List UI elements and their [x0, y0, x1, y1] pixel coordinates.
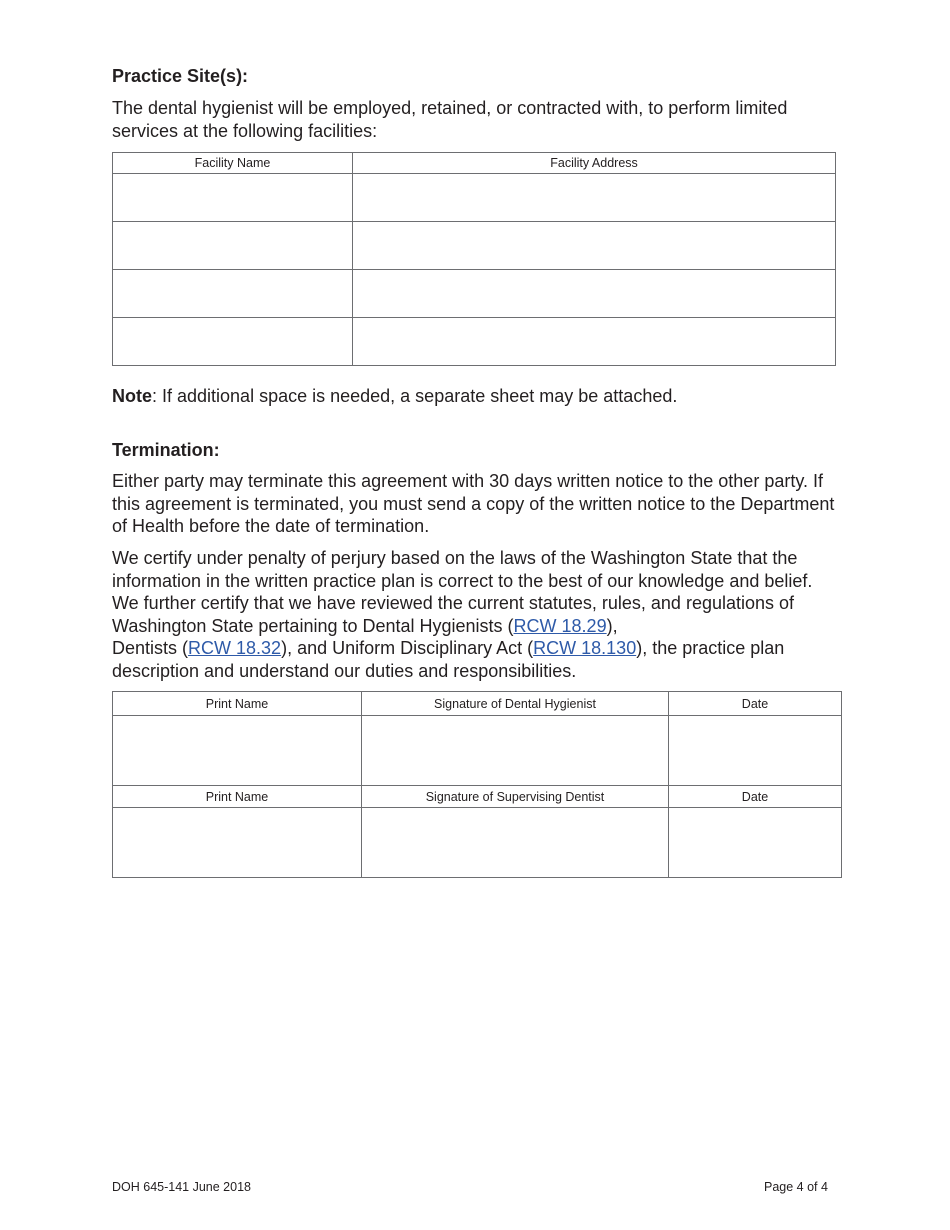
table-row — [113, 174, 836, 222]
page-number: Page 4 of 4 — [764, 1180, 828, 1194]
facility-table — [112, 152, 836, 366]
date-header: Date — [669, 692, 842, 716]
dentist-header-row — [113, 786, 842, 808]
hygienist-date-field[interactable] — [669, 716, 842, 786]
practice-sites-intro: The dental hygienist will be employed, retained, or contracted with, to perform limited services at the following facilities: — [112, 98, 788, 141]
certify-text: ), and Uniform Disciplinary Act ( — [281, 638, 534, 658]
termination-paragraph: Either party may terminate this agreement with 30 days written notice to the other party. If this agreement is terminated, you must send a copy of the written notice to the Department of Health before the date of termination. — [112, 471, 835, 536]
dentist-signature-header: Signature of Supervising Dentist — [362, 786, 669, 808]
note-text: : If additional space is needed, a separate sheet may be attached. — [152, 386, 678, 406]
dentist-print-name-field[interactable] — [113, 808, 362, 878]
date-header: Date — [669, 786, 842, 808]
print-name-header: Print Name — [113, 786, 362, 808]
practice-sites-heading: Practice Site(s): — [112, 66, 249, 86]
facility-address-cell[interactable] — [353, 174, 836, 222]
hygienist-signature-field[interactable] — [362, 716, 669, 786]
form-id: DOH 645-141 June 2018 — [112, 1180, 251, 1194]
note-paragraph — [112, 385, 842, 408]
certify-text: Dentists ( — [112, 638, 189, 658]
facility-name-cell[interactable] — [113, 174, 353, 222]
table-row — [113, 318, 836, 366]
print-name-header: Print Name — [113, 692, 362, 716]
hygienist-signature-row — [113, 716, 842, 786]
facility-name-cell[interactable] — [113, 318, 353, 366]
rcw-18-32-link[interactable]: RCW 18.32 — [188, 638, 282, 658]
facility-name-cell[interactable] — [113, 222, 353, 270]
certify-text: ), — [606, 615, 618, 636]
facility-table-header — [113, 153, 836, 174]
certify-text: We certify under penalty of perjury based on the laws of the Washington State that the information in the written practice plan is correct to the best of our knowledge and belief. We further certify that we have reviewed the current statutes, rules, and regulations of Washington State pertaining to Dental Hygienists ( — [112, 548, 813, 636]
dentist-signature-row — [113, 808, 842, 878]
dentist-signature-field[interactable] — [362, 808, 669, 878]
rcw-18-29-link[interactable]: RCW 18.29 — [513, 615, 607, 636]
facility-name-header: Facility Name — [113, 153, 353, 174]
rcw-18-130-link[interactable]: RCW 18.130 — [533, 638, 637, 658]
termination-heading: Termination: — [112, 440, 220, 460]
facility-address-cell[interactable] — [353, 222, 836, 270]
hygienist-print-name-field[interactable] — [113, 716, 362, 786]
dentist-date-field[interactable] — [669, 808, 842, 878]
note-label: Note — [112, 386, 152, 406]
facility-address-header: Facility Address — [353, 153, 836, 174]
certification-paragraph — [112, 547, 842, 682]
certify-text: ), the practice plan description and understand our duties and responsibilities. — [112, 638, 785, 681]
hygienist-signature-header: Signature of Dental Hygienist — [362, 692, 669, 716]
signature-table — [112, 691, 842, 878]
facility-address-cell[interactable] — [353, 318, 836, 366]
facility-name-cell[interactable] — [113, 270, 353, 318]
table-row — [113, 222, 836, 270]
facility-address-cell[interactable] — [353, 270, 836, 318]
table-row — [113, 270, 836, 318]
hygienist-header-row — [113, 692, 842, 716]
